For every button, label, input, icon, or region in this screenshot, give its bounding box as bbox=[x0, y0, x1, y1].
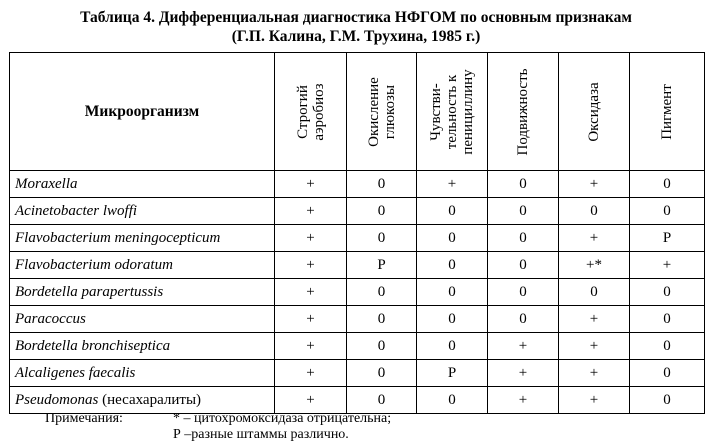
value-cell: 0 bbox=[488, 198, 559, 225]
value-cell: + bbox=[559, 333, 630, 360]
value-cell: 0 bbox=[488, 279, 559, 306]
value-cell: 0 bbox=[417, 333, 488, 360]
organism-name: Pseudomonas bbox=[15, 391, 99, 408]
organism-name: Alcaligenes faecalis bbox=[15, 364, 136, 381]
value-cell: 0 bbox=[630, 360, 705, 387]
value-cell: 0 bbox=[347, 387, 417, 414]
table-row bbox=[10, 387, 705, 414]
value-cell: 0 bbox=[630, 198, 705, 225]
value-cell: 0 bbox=[630, 306, 705, 333]
organism-cell bbox=[10, 171, 275, 198]
organism-cell bbox=[10, 225, 275, 252]
organism-name: Acinetobacter lwoffi bbox=[15, 202, 138, 219]
value-cell: + bbox=[559, 306, 630, 333]
table-row bbox=[10, 171, 705, 198]
column-header bbox=[275, 53, 347, 171]
organism-cell bbox=[10, 306, 275, 333]
notes-label: Примечания: bbox=[45, 411, 123, 426]
column-header-label: Окисление глюкозы bbox=[365, 76, 398, 147]
column-header-label: Чувстви- тельность к пенициллину bbox=[428, 68, 476, 155]
value-cell: Р bbox=[347, 252, 417, 279]
value-cell: + bbox=[488, 333, 559, 360]
value-cell: + bbox=[275, 225, 347, 252]
value-cell: 0 bbox=[347, 171, 417, 198]
table-row bbox=[10, 225, 705, 252]
notes-list bbox=[173, 411, 391, 443]
column-header-label: Подвижность bbox=[515, 68, 531, 155]
table-row bbox=[10, 360, 705, 387]
column-header bbox=[488, 53, 559, 171]
column-header-label: Оксидаза bbox=[586, 81, 602, 142]
value-cell: 0 bbox=[630, 171, 705, 198]
value-cell: Р bbox=[630, 225, 705, 252]
organism-name: Flavobacterium odoratum bbox=[15, 256, 173, 273]
value-cell: 0 bbox=[417, 252, 488, 279]
value-cell: 0 bbox=[347, 225, 417, 252]
value-cell: 0 bbox=[417, 306, 488, 333]
value-cell: 0 bbox=[630, 387, 705, 414]
organism-name: Flavobacterium meningocepticum bbox=[15, 229, 221, 246]
column-header-label: Пигмент bbox=[659, 83, 675, 140]
column-header bbox=[630, 53, 705, 171]
organism-name: Bordetella bronchiseptica bbox=[15, 337, 171, 354]
value-cell: 0 bbox=[630, 279, 705, 306]
organism-suffix: (несахаралиты) bbox=[98, 391, 202, 408]
value-cell: + bbox=[488, 387, 559, 414]
column-header bbox=[347, 53, 417, 171]
note-asterisk: * – цитохромоксидаза отрицательна; bbox=[173, 411, 392, 426]
value-cell: 0 bbox=[488, 252, 559, 279]
organism-name: Paracoccus bbox=[15, 310, 86, 327]
note-variable: Р –разные штаммы различно. bbox=[173, 427, 349, 442]
value-cell: + bbox=[559, 171, 630, 198]
table-title: Таблица 4. Дифференциальная диагностика НФГОМ по основным признакам bbox=[80, 9, 632, 26]
value-cell: + bbox=[275, 360, 347, 387]
value-cell: 0 bbox=[347, 306, 417, 333]
column-header-organism: Микроорганизм bbox=[10, 53, 275, 171]
column-header bbox=[559, 53, 630, 171]
value-cell: + bbox=[417, 171, 488, 198]
value-cell: 0 bbox=[630, 333, 705, 360]
value-cell: + bbox=[275, 279, 347, 306]
value-cell: + bbox=[488, 360, 559, 387]
value-cell: 0 bbox=[488, 171, 559, 198]
diagnostic-table bbox=[9, 52, 705, 414]
value-cell: + bbox=[275, 252, 347, 279]
value-cell: 0 bbox=[417, 387, 488, 414]
value-cell: + bbox=[275, 198, 347, 225]
value-cell: +* bbox=[559, 252, 630, 279]
value-cell: 0 bbox=[417, 225, 488, 252]
value-cell: + bbox=[275, 171, 347, 198]
value-cell: 0 bbox=[417, 279, 488, 306]
table-row bbox=[10, 333, 705, 360]
value-cell: 0 bbox=[559, 279, 630, 306]
organism-cell bbox=[10, 333, 275, 360]
value-cell: 0 bbox=[347, 360, 417, 387]
value-cell: + bbox=[559, 225, 630, 252]
header-row bbox=[10, 53, 705, 171]
column-header bbox=[417, 53, 488, 171]
value-cell: + bbox=[630, 252, 705, 279]
value-cell: 0 bbox=[559, 198, 630, 225]
organism-name: Moraxella bbox=[15, 175, 78, 192]
organism-name: Bordetella parapertussis bbox=[15, 283, 164, 300]
table-row bbox=[10, 198, 705, 225]
table-row bbox=[10, 279, 705, 306]
value-cell: + bbox=[275, 306, 347, 333]
value-cell: 0 bbox=[347, 279, 417, 306]
value-cell: 0 bbox=[417, 198, 488, 225]
value-cell: 0 bbox=[347, 198, 417, 225]
value-cell: + bbox=[559, 360, 630, 387]
table-row bbox=[10, 306, 705, 333]
value-cell: + bbox=[275, 387, 347, 414]
value-cell: 0 bbox=[347, 333, 417, 360]
table-row bbox=[10, 252, 705, 279]
column-header-label: Строгий аэробиоз bbox=[294, 82, 327, 141]
organism-cell bbox=[10, 387, 275, 414]
table-source: (Г.П. Калина, Г.М. Трухина, 1985 г.) bbox=[231, 28, 481, 45]
organism-cell bbox=[10, 198, 275, 225]
value-cell: Р bbox=[417, 360, 488, 387]
value-cell: + bbox=[275, 333, 347, 360]
value-cell: 0 bbox=[488, 225, 559, 252]
value-cell: 0 bbox=[488, 306, 559, 333]
organism-cell bbox=[10, 360, 275, 387]
organism-cell bbox=[10, 252, 275, 279]
value-cell: + bbox=[559, 387, 630, 414]
organism-cell bbox=[10, 279, 275, 306]
